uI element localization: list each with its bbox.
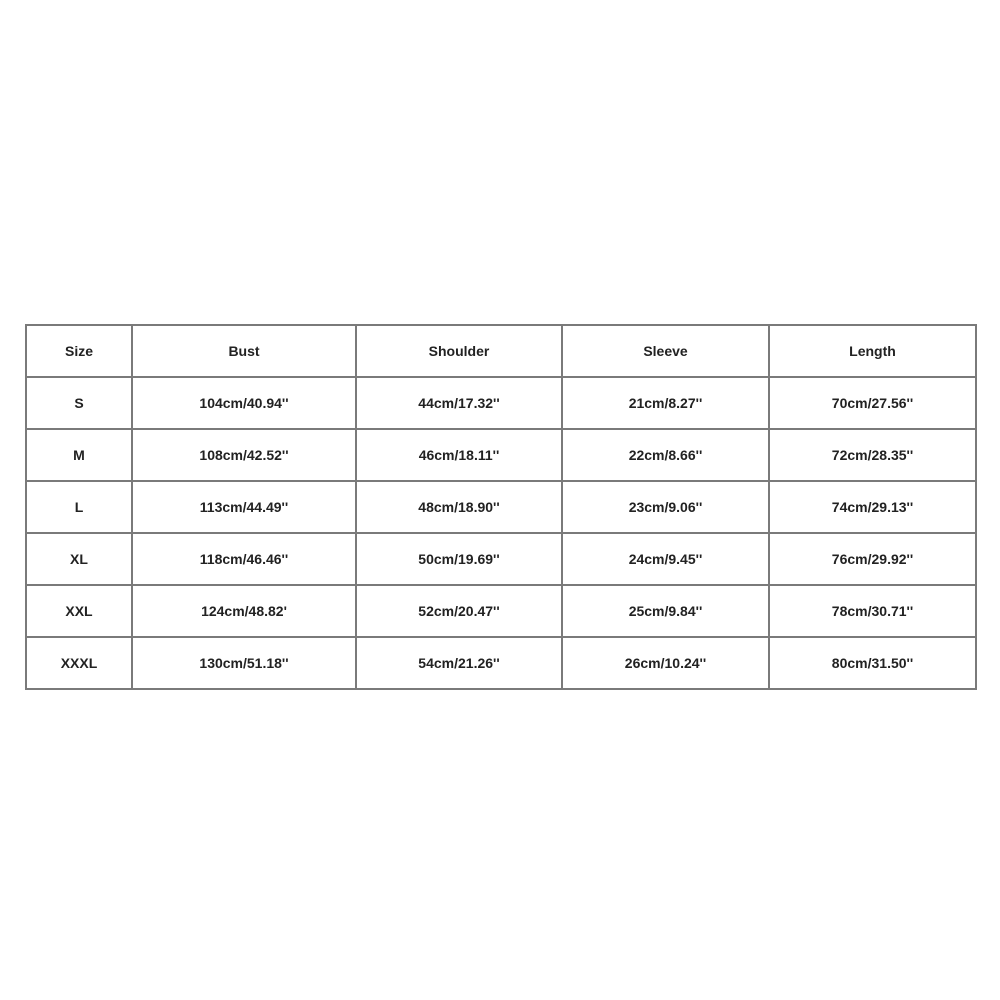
column-header-length: Length [769,325,976,377]
bust-cell: 104cm/40.94'' [132,377,356,429]
sleeve-cell: 25cm/9.84'' [562,585,769,637]
shoulder-cell: 48cm/18.90'' [356,481,562,533]
size-cell: XL [26,533,132,585]
table-row [26,429,976,481]
length-cell: 70cm/27.56'' [769,377,976,429]
shoulder-cell: 46cm/18.11'' [356,429,562,481]
size-cell: S [26,377,132,429]
table-row [26,585,976,637]
table-row [26,481,976,533]
size-cell: XXL [26,585,132,637]
sleeve-cell: 22cm/8.66'' [562,429,769,481]
bust-cell: 108cm/42.52'' [132,429,356,481]
column-header-sleeve: Sleeve [562,325,769,377]
length-cell: 74cm/29.13'' [769,481,976,533]
sleeve-cell: 26cm/10.24'' [562,637,769,689]
length-cell: 80cm/31.50'' [769,637,976,689]
table-header-row [26,325,976,377]
column-header-bust: Bust [132,325,356,377]
table-row [26,533,976,585]
length-cell: 76cm/29.92'' [769,533,976,585]
size-cell: L [26,481,132,533]
shoulder-cell: 52cm/20.47'' [356,585,562,637]
sleeve-cell: 23cm/9.06'' [562,481,769,533]
size-cell: XXXL [26,637,132,689]
shoulder-cell: 54cm/21.26'' [356,637,562,689]
length-cell: 72cm/28.35'' [769,429,976,481]
column-header-size: Size [26,325,132,377]
size-cell: M [26,429,132,481]
bust-cell: 113cm/44.49'' [132,481,356,533]
shoulder-cell: 44cm/17.32'' [356,377,562,429]
sleeve-cell: 24cm/9.45'' [562,533,769,585]
column-header-shoulder: Shoulder [356,325,562,377]
sleeve-cell: 21cm/8.27'' [562,377,769,429]
table-row [26,637,976,689]
bust-cell: 130cm/51.18'' [132,637,356,689]
size-chart-table [25,324,977,690]
length-cell: 78cm/30.71'' [769,585,976,637]
bust-cell: 118cm/46.46'' [132,533,356,585]
table-row [26,377,976,429]
shoulder-cell: 50cm/19.69'' [356,533,562,585]
bust-cell: 124cm/48.82' [132,585,356,637]
